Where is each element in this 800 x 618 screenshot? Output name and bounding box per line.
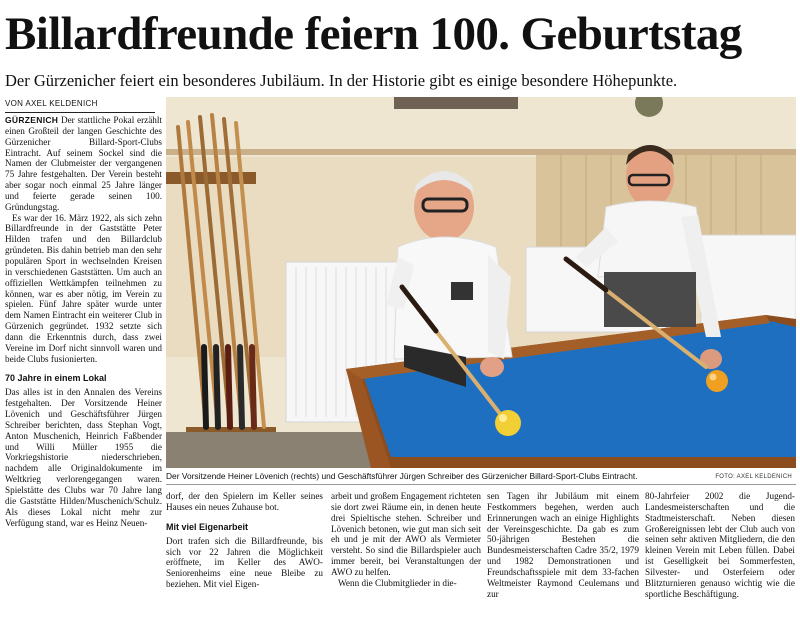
paragraph: sen Tagen ihr Jubiläum mit einem Festkommers begehen, werden auch Erinnerungen wach an einige Highlights der Vereinsgeschichte. Da gab es zum 50-jährigen Bestehen die Bundesmeisterschaften Cadre 35/2, 1979 und 1982 Demonstrationen und Freundschaftsspiele mit dem 33-fachen Weltmeister Raymond Ceulemans und zur bbox=[487, 491, 639, 599]
article-column-4 bbox=[487, 491, 639, 599]
paragraph: arbeit und großem Engagement richteten sie dort zwei Räume ein, in denen heute drei Spieltische stehen. Schreiber und Lövenich betonen, wie gut man sich seit eh und je mit der AWO als Vermieter versteht. So sind die Billardspieler auch immer bereit, bei Veranstaltungen der AWO zu helfen. bbox=[331, 491, 482, 577]
article-column-2 bbox=[166, 491, 323, 590]
photo-caption: Der Vorsitzende Heiner Lövenich (rechts) und Geschäftsführer Jürgen Schreiber des Gürzenicher Billard-Sport-Clubs Eintracht. bbox=[166, 471, 638, 481]
paragraph-text: Der stattliche Pokal erzählt einen Großteil der langen Geschichte des Gürzenicher Billard-Sport-Clubs Eintracht. Auf seinem Sockel sind die Namen der Clubmeister der vergangenen 75 Jahre festgehalten. Der Verein besteht aber sogar noch einmal 25 Jahre länger und feierte gerade seinen 100. Gründungstag. bbox=[5, 115, 163, 212]
subheading: 70 Jahre in einem Lokal bbox=[5, 373, 107, 384]
paragraph: dorf, der den Spielern im Keller seines Hauses ein neues Zuhause bot. bbox=[166, 491, 323, 512]
paragraph bbox=[5, 115, 162, 213]
paragraph: Wenn die Clubmitglieder in die- bbox=[338, 577, 457, 588]
paragraph: 80-Jahrfeier 2002 die Jugend-Landesmeisterschaften und die Stadtmeisterschaft. Neben diesen Großereignissen lebt der Club auch von seinen sehr aktiven Mitgliedern, die den kleinen Verein mit Leben füllen. Dabei ist Geselligkeit bei Sommerfesten, Silvester- und Osterfeiern oder Blitzturnieren genauso wichtig wie die sportliche Beschäftigung. bbox=[645, 491, 795, 599]
photo-credit: FOTO: AXEL KELDENICH bbox=[715, 474, 792, 480]
dateline: GÜRZENICH bbox=[5, 115, 59, 125]
paragraph: Es war der 16. März 1922, als sich zehn Billardfreunde in der Gaststätte Peter Hilden trafen und den Billardclub gründeten. Bis dahin betrieb man den sehr populären Sport in wechselnden Kreisen in verschiedenen Gaststätten. Um auch an offiziellen Wettkämpfen teilnehmen zu können, war es aber nötig, im Verein zu spielen. Fünf Jahre später wurde unter dem Namen Eintracht ein weiterer Club in Gürzenich gegründet. 1932 setzte sich dann die Erkenntnis durch, dass zwei Vereine im Dorf nicht sinnvoll waren und beide Clubs fusionierten. bbox=[5, 212, 162, 364]
article-photo bbox=[166, 97, 796, 468]
divider bbox=[166, 484, 796, 485]
subheading: Mit viel Eigenarbeit bbox=[166, 521, 249, 532]
paragraph: Dort trafen sich die Billardfreunde, bis sich vor 22 Jahren die Möglichkeit eröffnete, im Keller des AWO-Seniorenheims eine neue Bleibe zu beziehen. Mit viel Eigen- bbox=[166, 535, 323, 590]
byline: VON AXEL KELDENICH bbox=[5, 98, 155, 113]
headline: Billardfreunde feiern 100. Geburtstag bbox=[5, 8, 742, 60]
article-column-1 bbox=[5, 115, 162, 528]
article-column-5 bbox=[645, 491, 795, 599]
article-column-3 bbox=[331, 491, 481, 589]
paragraph: Das alles ist in den Annalen des Vereins festgehalten. Der Vorsitzende Heiner Lövenich und Geschäftsführer Jürgen Schreiber berichten, dass Stephan Vogt, Anton Muschenich, Heinrich Faßbender und Willi Müller 1955 die Vorkriegshistorie niederschrieben, nachdem alle Originaldokumente im Weltkrieg verlorengegangen waren. Spielstätte des Clubs war 70 Jahre lang die Gaststätte Hilden/Muschenich/Schulz. Als dieses Lokal nicht mehr zur Verfügung stand, war es Heinz Neuen- bbox=[5, 387, 162, 528]
subheadline: Der Gürzenicher feiert ein besonderes Jubiläum. In der Historie gibt es einige besondere Höhepunkte. bbox=[5, 71, 678, 90]
